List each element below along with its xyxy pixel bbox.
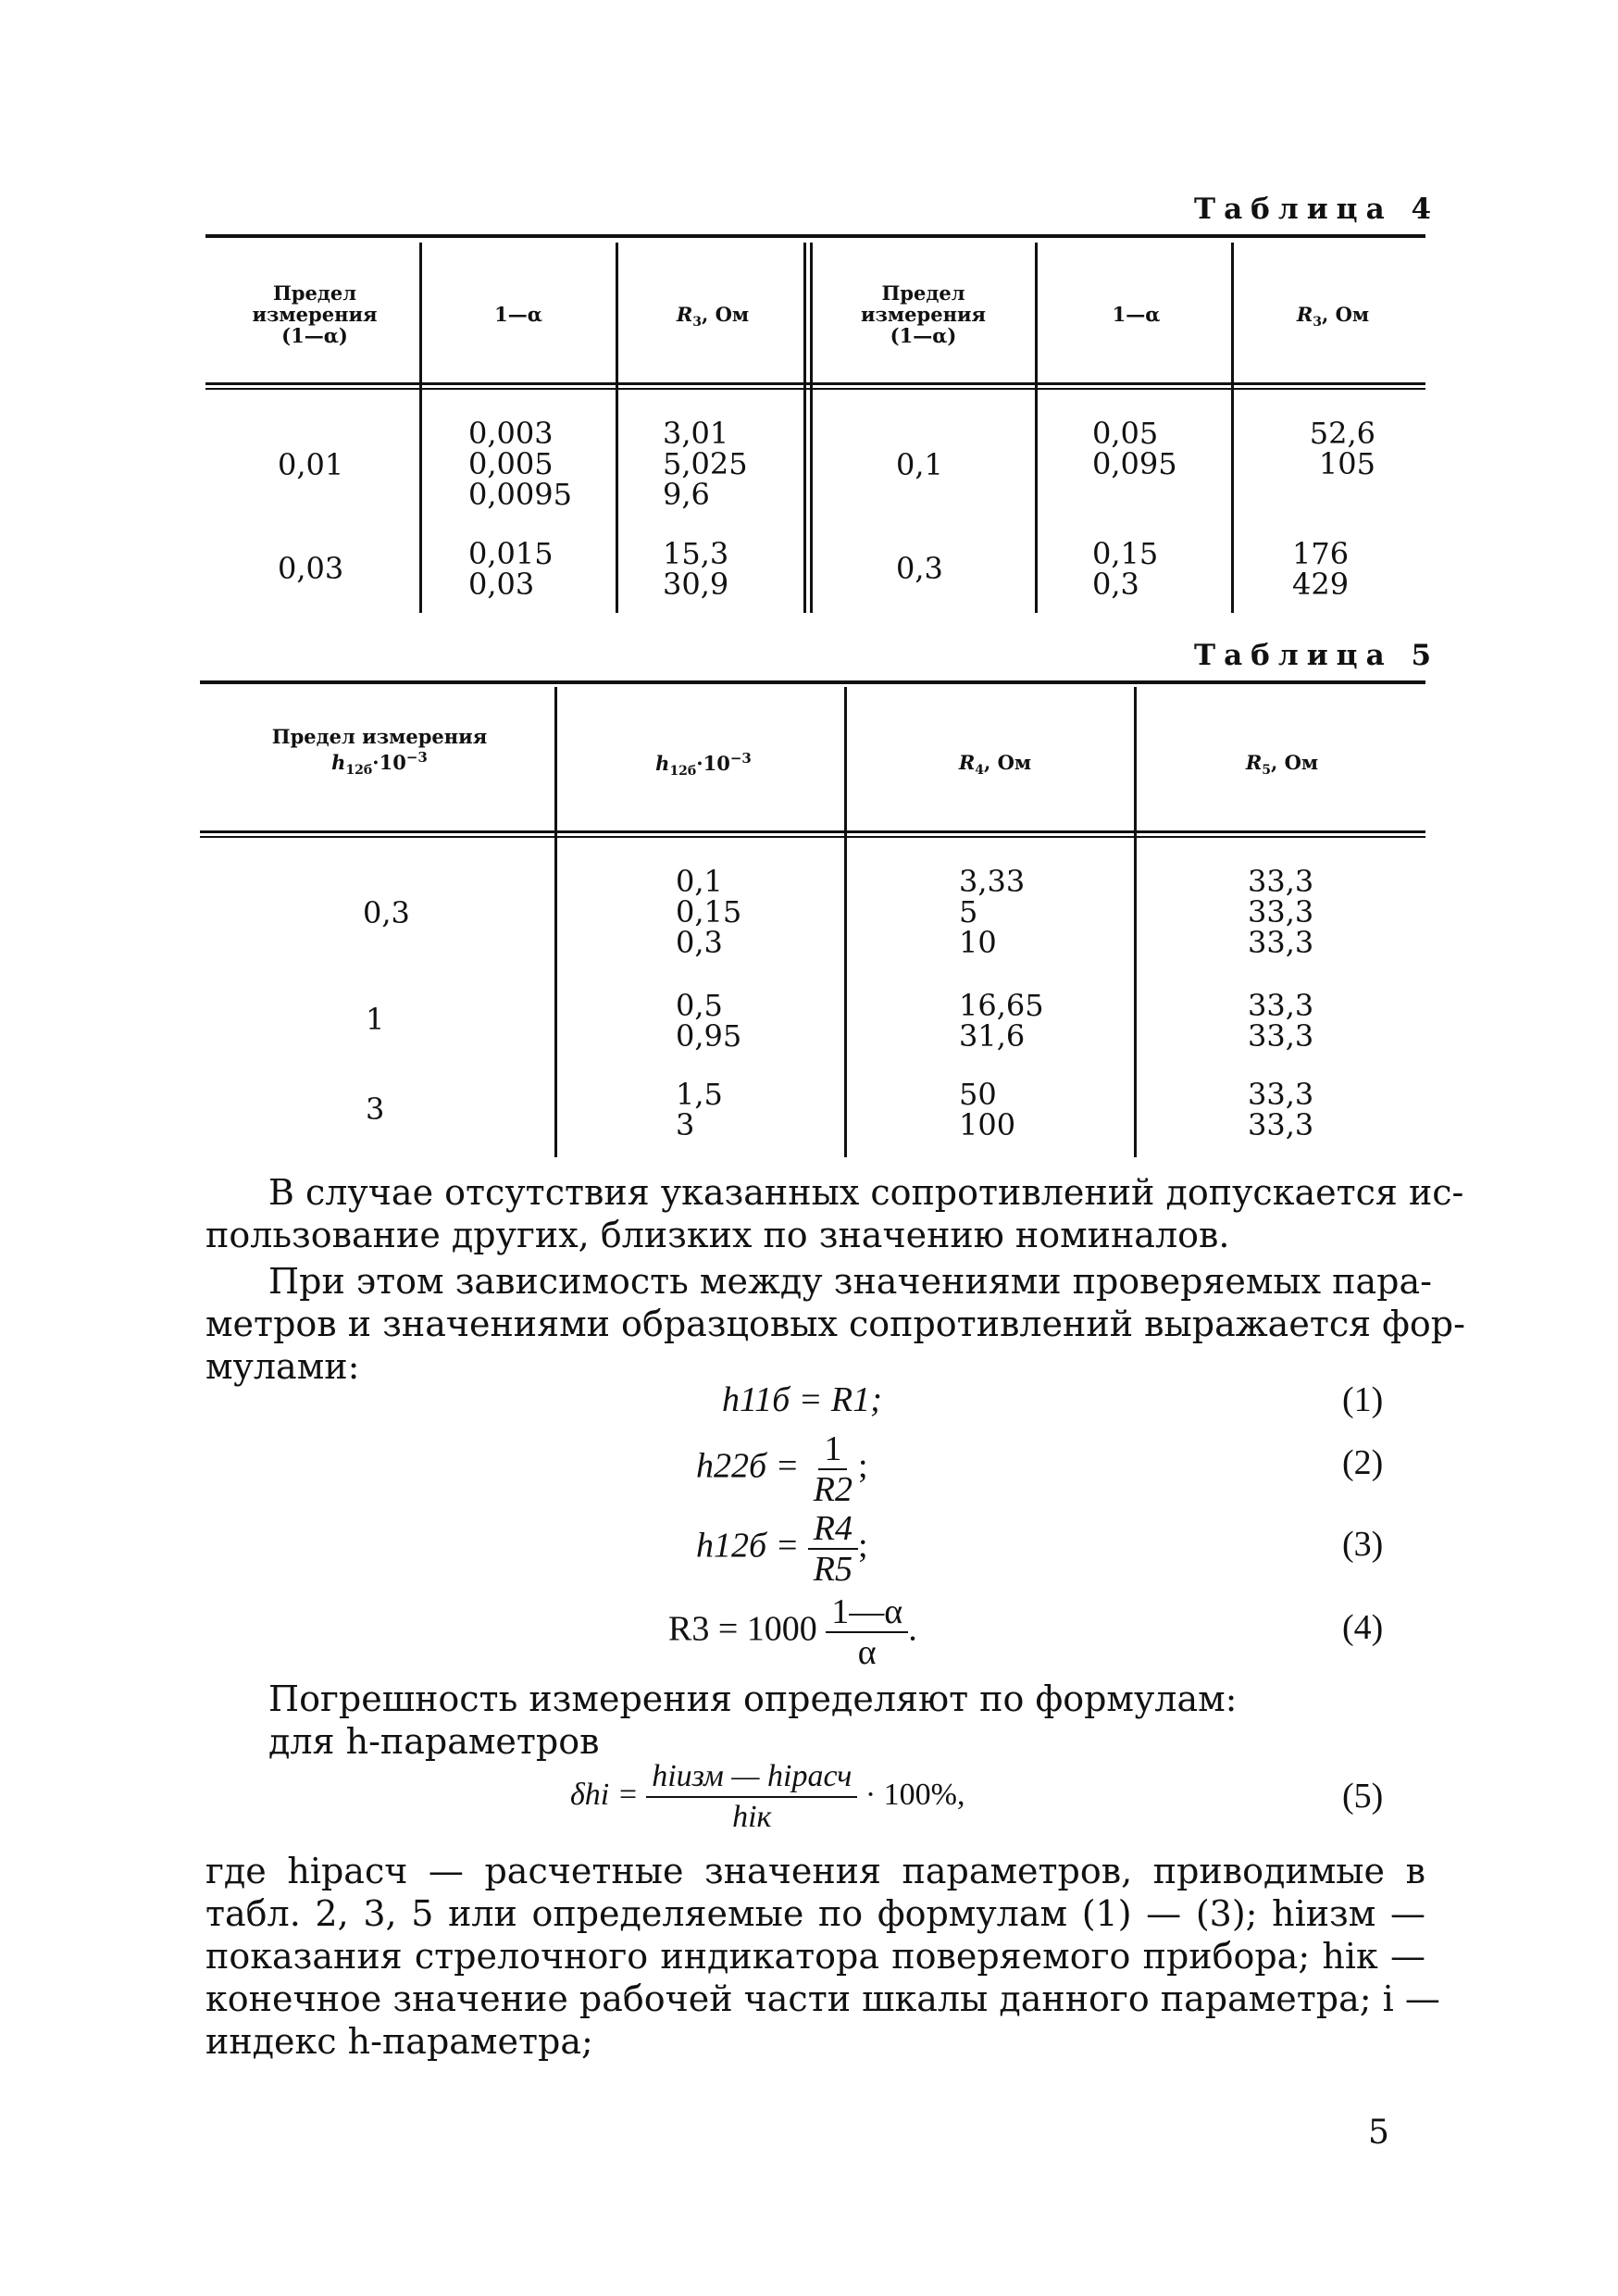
- formula-2: h22б = $\frac{1}{R2}$ ;: [696, 1429, 868, 1509]
- table4-col-divider: [419, 243, 422, 613]
- table5-row2-h: 0,5 0,95: [676, 988, 742, 1054]
- table4-top-rule: [205, 234, 1425, 238]
- table4-row2-r3-2: 176 429: [1292, 536, 1350, 602]
- table4-row2-alpha: 0,015 0,03: [468, 536, 554, 602]
- paragraph-line: показания стрелочного индикатора поверяемого прибора; hiк —: [205, 1936, 1425, 1977]
- table4-header-limit-2: Предел измерения (1—α): [860, 281, 987, 347]
- table4-header-rule-2: [205, 388, 1425, 390]
- paragraph-line: В случае отсутствия указанных сопротивлений допускается ис-: [268, 1172, 1464, 1213]
- formula-4-numerator: 1—α: [826, 1594, 908, 1633]
- table5-caption: Таблица 5: [1194, 639, 1440, 672]
- table5-header-r4: $R_4$, Ом: [958, 751, 1032, 779]
- table5-row2-r4: 16,65 31,6: [959, 988, 1044, 1054]
- table5-header-rule-2: [200, 836, 1425, 838]
- page-number: 5: [1368, 2114, 1389, 2152]
- table4-header-limit: Предел измерения (1—α): [252, 281, 378, 347]
- formula-4-denominator: α: [857, 1633, 877, 1672]
- table5-row2-r5: 33,3 33,3: [1248, 988, 1314, 1054]
- formula-4: R3 = 1000 $\frac{1—\alpha}{\alpha}$ .: [668, 1592, 917, 1672]
- table4-col-divider: [616, 243, 618, 613]
- table4-col-divider-double: [810, 243, 813, 613]
- table5-header-r5: $R_5$, Ом: [1245, 751, 1319, 779]
- formula-5-lhs: δhi =: [570, 1777, 639, 1812]
- table4-row1-alpha-2: 0,05 0,095: [1092, 416, 1177, 481]
- table5-row2-limit: 1: [366, 1002, 385, 1037]
- table4-col-divider: [1035, 243, 1038, 613]
- table5-header-limit: Предел измерения $h_{12б}\cdot 10^{-3}$: [271, 725, 488, 779]
- formula-number: (5): [1342, 1777, 1384, 1816]
- table4-row1-r3-2: 52,6 105: [1309, 416, 1375, 481]
- table4-header-rule: [205, 382, 1425, 385]
- formula-number: (2): [1342, 1443, 1384, 1482]
- table5-top-rule: [200, 680, 1425, 684]
- formula-5-tail: · 100%,: [865, 1777, 965, 1812]
- paragraph-line: пользование других, близких по значению номиналов.: [205, 1215, 1230, 1255]
- formula-3: h12б = $\frac{R4}{R5}$ ;: [696, 1509, 868, 1589]
- formula-3-lhs: h12б =: [696, 1526, 800, 1566]
- table4-header-alpha-2: 1—α: [1112, 303, 1161, 326]
- table4-row1-limit: 0,01: [278, 447, 344, 482]
- formula-3-denominator: R5: [813, 1550, 853, 1589]
- table5-row1-r4: 3,33 5 10: [959, 864, 1026, 960]
- formula-3-numerator: R4: [808, 1511, 858, 1550]
- table4-col-divider: [1231, 243, 1234, 613]
- table4-caption: Таблица 4: [1194, 193, 1440, 226]
- table5-row3-r4: 50 100: [959, 1077, 1016, 1142]
- formula-2-lhs: h22б =: [696, 1446, 800, 1486]
- formula-5-denominator: hiк: [732, 1800, 772, 1834]
- table5-col-divider: [554, 687, 557, 1157]
- formula-number: (3): [1342, 1525, 1384, 1564]
- table5-row3-h: 1,5 3: [676, 1077, 723, 1142]
- paragraph-line: конечное значение рабочей части шкалы данного параметра; i —: [205, 1978, 1440, 2019]
- table4-header-alpha: 1—α: [494, 303, 542, 326]
- formula-5-numerator: hiизм — hiрасч: [646, 1759, 857, 1798]
- table5-row1-limit: 0,3: [363, 895, 410, 930]
- paragraph-line: мулами:: [205, 1346, 360, 1387]
- paragraph-line: где hiрасч — расчетные значения параметров, приводимые в: [205, 1851, 1425, 1891]
- table4-row2-limit: 0,03: [278, 551, 344, 586]
- table4-header-r3: $R_3$, Ом: [676, 303, 750, 331]
- formula-5: [570, 1759, 965, 1835]
- formula-number: (1): [1342, 1380, 1384, 1419]
- paragraph-line: табл. 2, 3, 5 или определяемые по формулам (1) — (3); hiизм —: [205, 1893, 1425, 1934]
- table4-row2-limit-2: 0,3: [896, 551, 943, 586]
- paragraph-line: индекс h-параметра;: [205, 2021, 593, 2062]
- table4-row2-r3: 15,3 30,9: [663, 536, 729, 602]
- table5-col-divider: [1134, 687, 1137, 1157]
- table4-col-divider-double: [803, 243, 806, 613]
- table4-row2-alpha-2: 0,15 0,3: [1092, 536, 1159, 602]
- table4-row1-r3: 3,01 5,025 9,6: [663, 416, 748, 512]
- table4-header-r3-2: $R_3$, Ом: [1296, 303, 1370, 331]
- paragraph-line: При этом зависимость между значениями проверяемых пара-: [268, 1261, 1432, 1302]
- formula-number: (4): [1342, 1608, 1384, 1647]
- table5-row1-h: 0,1 0,15 0,3: [676, 864, 742, 960]
- table4-row1-alpha: 0,003 0,005 0,0095: [468, 416, 572, 512]
- formula-2-denominator: R2: [813, 1470, 853, 1509]
- paragraph-line: Погрешность измерения определяют по формулам:: [268, 1678, 1238, 1719]
- formula-4-lhs: R3 = 1000: [668, 1609, 817, 1649]
- formula-2-numerator: 1: [818, 1431, 847, 1470]
- table5-header-h: $h_{12б}\cdot 10^{-3}$: [655, 750, 752, 780]
- formula-1: h11б = R1;: [722, 1380, 882, 1419]
- table5-row1-r5: 33,3 33,3 33,3: [1248, 864, 1314, 960]
- table5-header-rule: [200, 830, 1425, 833]
- table5-row3-r5: 33,3 33,3: [1248, 1077, 1314, 1142]
- paragraph-line: метров и значениями образцовых сопротивлений выражается фор-: [205, 1304, 1465, 1344]
- table4-row1-limit-2: 0,1: [896, 447, 943, 482]
- paragraph-line: для h-параметров: [268, 1721, 600, 1762]
- table5-row3-limit: 3: [366, 1092, 385, 1127]
- table5-col-divider: [844, 687, 847, 1157]
